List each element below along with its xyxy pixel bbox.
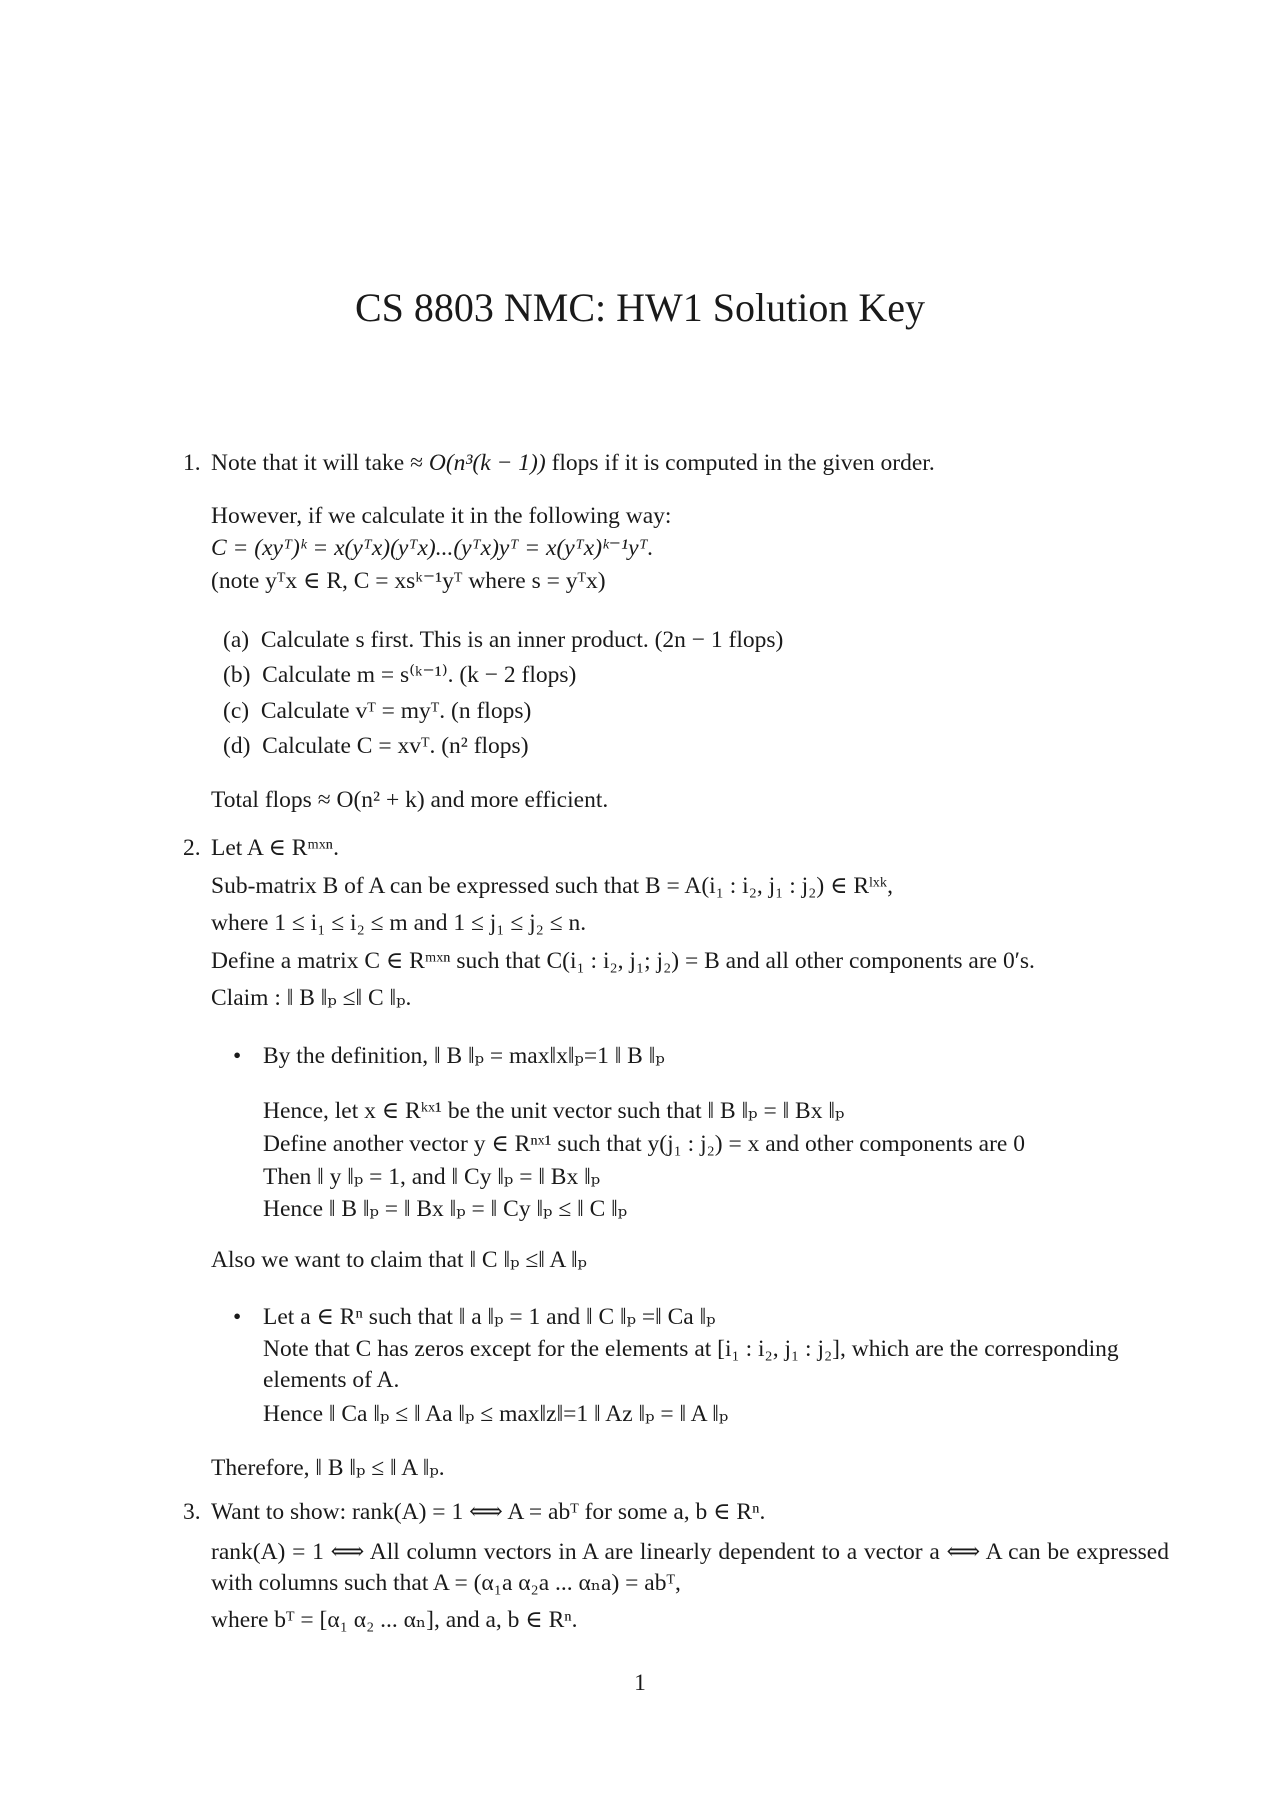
bullet-1-line: Then ‖ y ‖ₚ = 1, and ‖ Cy ‖ₚ = ‖ Bx ‖ₚ	[263, 1164, 601, 1190]
page-title: CS 8803 NMC: HW1 Solution Key	[354, 285, 926, 330]
step-item: (a) Calculate s first. This is an inner product. (2n − 1 flops)	[223, 627, 784, 653]
problem-3-want: Want to show: rank(A) = 1 ⟺ A = abᵀ for some a, b ∈ Rⁿ.	[211, 1499, 766, 1525]
problem-1-however: However, if we calculate it in the following way:	[211, 503, 672, 529]
bullet-1-line: Hence ‖ B ‖ₚ = ‖ Bx ‖ₚ = ‖ Cy ‖ₚ ≤ ‖ C ‖ₚ	[263, 1196, 628, 1222]
page-number: 1	[634, 1670, 646, 1696]
bullet-item: • Let a ∈ Rⁿ such that ‖ a ‖ₚ = 1 and ‖ C ‖ₚ =‖ Ca ‖ₚ	[263, 1302, 716, 1333]
bullet-1-line: Define another vector y ∈ Rⁿˣ¹ such that y(j₁ : j₂) = x and other components are 0	[263, 1131, 1025, 1157]
problem-2-therefore: Therefore, ‖ B ‖ₚ ≤ ‖ A ‖ₚ.	[211, 1455, 445, 1481]
problem-1-total: Total flops ≈ O(n² + k) and more efficient.	[211, 787, 609, 813]
step-item: (b) Calculate m = s⁽ᵏ⁻¹⁾. (k − 2 flops)	[223, 662, 577, 688]
problem-2-also: Also we want to claim that ‖ C ‖ₚ ≤‖ A ‖ₚ	[211, 1247, 587, 1273]
problem-3-where: where bᵀ = [α₁ α₂ ... αₙ], and a, b ∈ Rⁿ.	[211, 1607, 578, 1633]
step-item: (d) Calculate C = xvᵀ. (n² flops)	[223, 733, 529, 759]
bullet-icon: •	[233, 1043, 242, 1069]
problem-3-rank: rank(A) = 1 ⟺ All column vectors in A are linearly dependent to a vector a ⟺ A can be expressed with columns such that A = (α₁a α₂a ... αₙa) = abᵀ,	[211, 1539, 1169, 1596]
problem-2-line: Claim : ‖ B ‖ₚ ≤‖ C ‖ₚ.	[211, 985, 412, 1011]
bullet-1-line: Hence, let x ∈ Rᵏˣ¹ be the unit vector such that ‖ B ‖ₚ = ‖ Bx ‖ₚ	[263, 1098, 845, 1124]
bullet-item: • By the definition, ‖ B ‖ₚ = max‖x‖ₚ=1 ‖ B ‖ₚ	[263, 1041, 665, 1072]
problem-2-line: Sub-matrix B of A can be expressed such that B = A(i₁ : i₂, j₁ : j₂) ∈ Rˡˣᵏ,	[211, 873, 894, 899]
step-item: (c) Calculate vᵀ = myᵀ. (n flops)	[223, 698, 532, 724]
problem-1-note: (note yᵀx ∈ R, C = xsᵏ⁻¹yᵀ where s = yᵀx)	[211, 568, 606, 594]
problem-number: 1.	[183, 450, 201, 476]
problem-2-line: Define a matrix C ∈ Rᵐˣⁿ such that C(i₁ : i₂, j₁; j₂) = B and all other components are 0′s.	[211, 948, 1035, 974]
problem-2-line: where 1 ≤ i₁ ≤ i₂ ≤ m and 1 ≤ j₁ ≤ j₂ ≤ n.	[211, 910, 587, 936]
problem-number: 3.	[183, 1499, 201, 1525]
problem-1-intro: Note that it will take ≈ O(n³(k − 1)) flops if it is computed in the given order.	[211, 450, 935, 476]
bullet-icon: •	[233, 1304, 242, 1330]
bullet-2-hence: Hence ‖ Ca ‖ₚ ≤ ‖ Aa ‖ₚ ≤ max‖z‖=1 ‖ Az ‖ₚ = ‖ A ‖ₚ	[263, 1401, 729, 1427]
problem-2-line: Let A ∈ Rᵐˣⁿ.	[211, 835, 339, 861]
problem-number: 2.	[183, 835, 201, 861]
bullet-2-note: Note that C has zeros except for the elements at [i₁ : i₂, j₁ : j₂], which are the corresponding elements of A.	[263, 1336, 1119, 1393]
problem-1-formula: C = (xyᵀ)ᵏ = x(yᵀx)(yᵀx)...(yᵀx)yᵀ = x(yᵀx)ᵏ⁻¹yᵀ.	[211, 535, 654, 561]
